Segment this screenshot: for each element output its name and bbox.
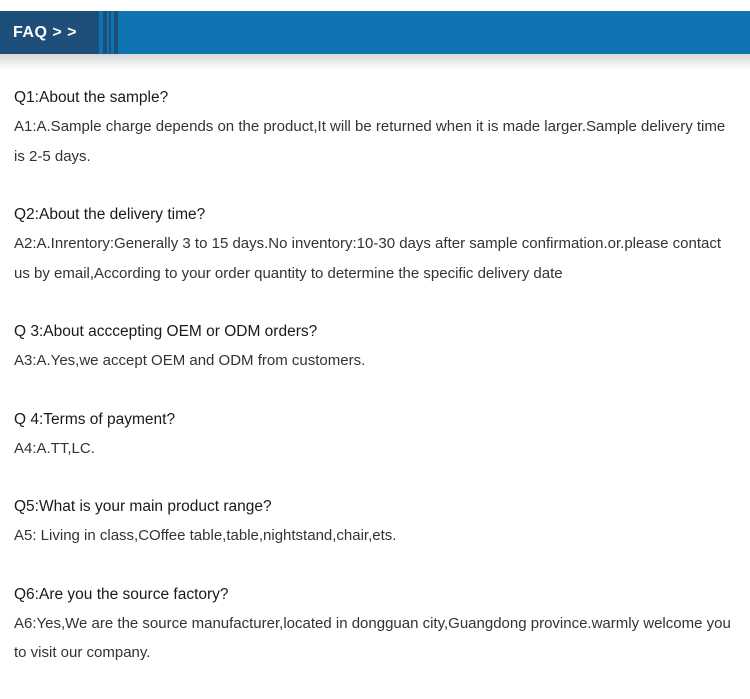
faq-header-title: FAQ > > xyxy=(13,24,77,41)
faq-question-2: Q2:About the delivery time? xyxy=(14,206,206,223)
faq-question-6: Q6:Are you the source factory? xyxy=(14,585,229,603)
faq-header-tab xyxy=(0,11,99,54)
faq-answer-4: A4:A.TT,LC. xyxy=(14,439,95,457)
faq-answer-1: A1:A.Sample charge depends on the product,It will be returned when it is made larger.Sample delivery time is 2-5 days. xyxy=(14,118,734,165)
banner-stripe xyxy=(103,11,107,54)
faq-item-2 xyxy=(14,200,739,288)
banner-stripe xyxy=(114,11,118,54)
faq-answer-5: A5: Living in class,COffee table,table,nightstand,chair,ets. xyxy=(14,527,397,544)
faq-list xyxy=(14,83,739,697)
faq-question-3: Q 3:About acccepting OEM or ODM orders? xyxy=(14,323,318,340)
faq-item-1 xyxy=(14,83,739,171)
faq-question-1: Q1:About the sample? xyxy=(14,89,169,106)
faq-item-5 xyxy=(14,492,739,551)
faq-answer-6: A6:Yes,We are the source manufacturer,located in dongguan city,Guangdong province.warmly welcome you to visit our company. xyxy=(14,614,735,661)
faq-answer-3: A3:A.Yes,we accept OEM and ODM from customers. xyxy=(14,352,366,369)
faq-answer-2: A2:A.Inrentory:Generally 3 to 15 days.No inventory:10-30 days after sample confirmation.or.please contact us by email,According to your order quantity to determine the specific delivery date xyxy=(14,235,726,282)
faq-item-4 xyxy=(14,405,739,464)
faq-question-5: Q5:What is your main product range? xyxy=(14,498,272,515)
faq-header-banner xyxy=(0,11,750,54)
faq-item-6 xyxy=(14,580,739,668)
faq-item-3 xyxy=(14,317,739,376)
banner-stripe xyxy=(109,11,111,54)
faq-question-4: Q 4:Terms of payment? xyxy=(14,410,176,428)
banner-shadow xyxy=(0,54,750,70)
